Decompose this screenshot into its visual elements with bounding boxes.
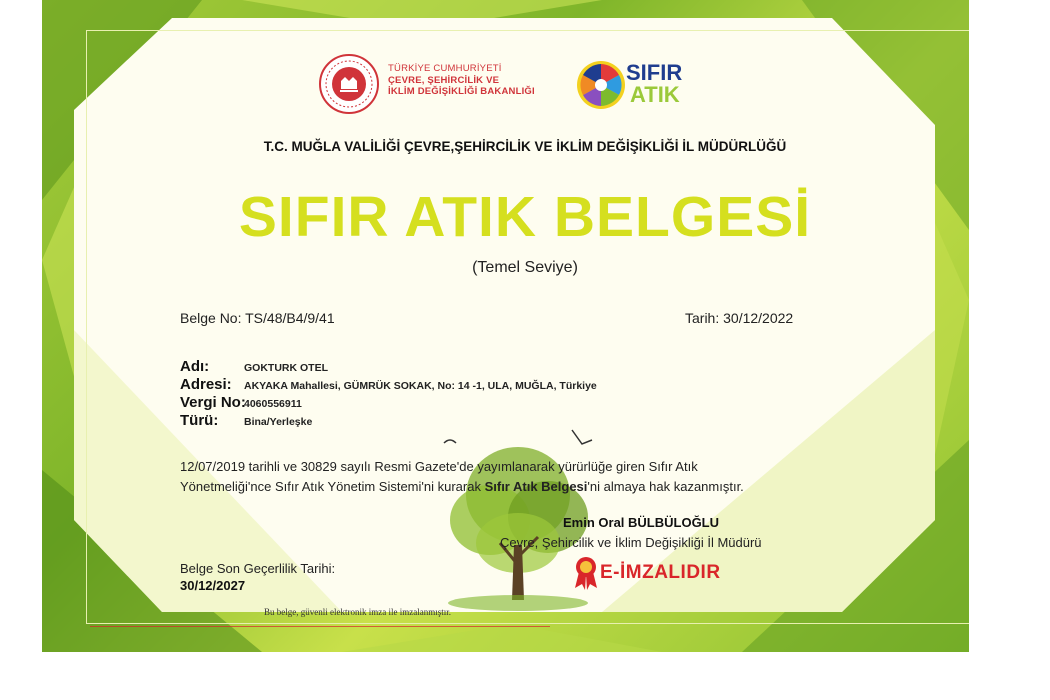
ministry-line-2: ÇEVRE, ŞEHİRCİLİK VE: [388, 74, 500, 86]
holder-address-value: AKYAKA Mahallesi, GÜMRÜK SOKAK, No: 14 -1, ULA, MUĞLA, Türkiye: [244, 380, 597, 392]
directorate-heading: T.C. MUĞLA VALİLİĞİ ÇEVRE,ŞEHİRCİLİK VE İKLİM DEĞİŞİKLİĞİ İL MÜDÜRLÜĞÜ: [263, 139, 787, 154]
validity-date: 30/12/2027: [180, 578, 246, 593]
certificate-title: SIFIR ATIK BELGESİ: [238, 185, 812, 249]
certificate-level: (Temel Seviye): [472, 259, 578, 276]
statement-line-2-start: Yönetmeliği'nce Sıfır Atık Yönetim Sistemi'ni kurarak: [180, 479, 485, 494]
holder-type-label: Türü:: [180, 412, 219, 429]
logo-word-sifir: SIFIR: [626, 60, 683, 85]
sifir-atik-flower-icon: [576, 60, 626, 110]
ministry-name: [388, 63, 535, 98]
signer-name: Emin Oral BÜLBÜLOĞLU: [563, 515, 720, 530]
document-number-value: TS/48/B4/9/41: [245, 310, 335, 326]
seal-ribbon-icon: [573, 556, 599, 590]
validity-label: Belge Son Geçerlilik Tarihi:: [180, 561, 336, 576]
holder-address-label: Adresi:: [180, 376, 232, 393]
issue-date-label: Tarih:: [685, 310, 720, 326]
bird-icon: [572, 430, 592, 444]
bird-icon: [444, 440, 456, 443]
ministry-line-1: TÜRKİYE CUMHURİYETİ: [388, 63, 502, 74]
holder-name-value: GOKTURK OTEL: [244, 362, 328, 374]
signer-title: Çevre, Şehircilik ve İklim Değişikliği İl Müdürü: [500, 535, 762, 550]
document-number: [180, 310, 335, 326]
statement-line-2-bold: Sıfır Atık Belgesi: [484, 479, 588, 494]
footer-divider: [90, 626, 550, 627]
ministry-emblem-icon: [318, 53, 380, 115]
holder-tax-value: 4060556911: [244, 398, 302, 410]
issue-date: [685, 310, 793, 326]
ministry-line-3: İKLİM DEĞİŞİKLİĞİ BAKANLIĞI: [388, 86, 535, 97]
sifir-atik-logo-text: [626, 62, 682, 106]
document-number-label: Belge No:: [180, 310, 242, 326]
holder-type-value: Bina/Yerleşke: [244, 416, 313, 428]
statement-line-2-end: 'ni almaya hak kazanmıştır.: [587, 479, 744, 494]
statement-line-1: 12/07/2019 tarihli ve 30829 sayılı Resmi Gazete'de yayımlanarak yürürlüğe giren Sıfır Atık: [180, 459, 698, 474]
issue-date-value: 30/12/2022: [723, 310, 794, 326]
e-signature-footnote: Bu belge, güvenli elektronik imza ile imzalanmıştır.: [264, 607, 451, 617]
holder-tax-label: Vergi No:: [180, 394, 246, 411]
holder-name-label: Adı:: [180, 358, 210, 375]
statement-line-2: [180, 477, 800, 497]
logo-word-atik: ATIK: [630, 82, 680, 107]
e-signature-stamp: E-İMZALIDIR: [600, 562, 721, 583]
certificate-statement: [180, 457, 800, 497]
